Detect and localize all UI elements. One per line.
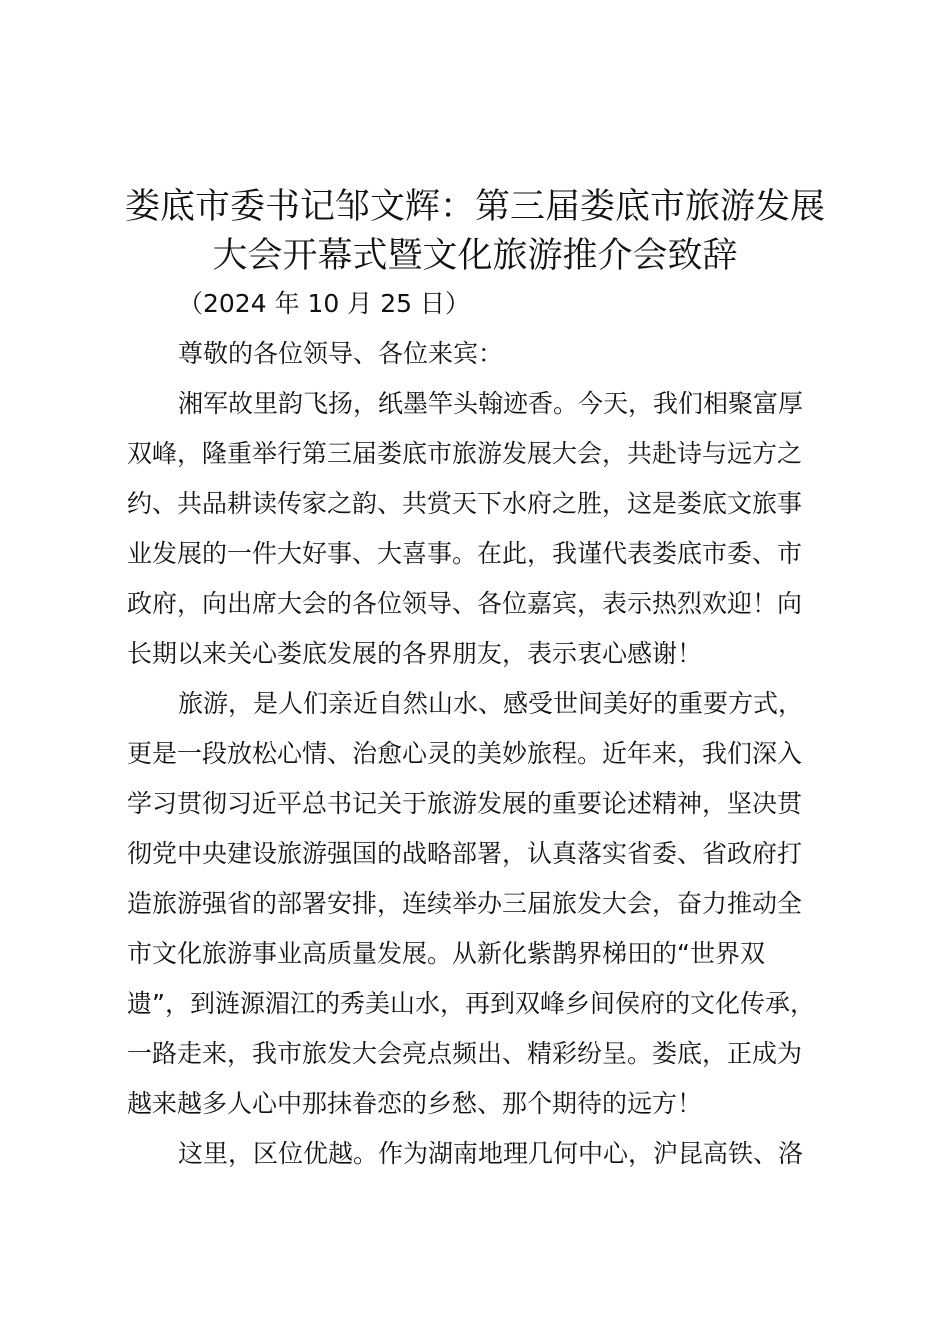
paragraph-line: 学习贯彻习近平总书记关于旅游发展的重要论述精神，坚决贯 [127,789,803,818]
paragraph-line: 约、共品耕读传家之韵、共赏天下水府之胜，这是娄底文旅事 [127,489,803,518]
paragraph-line: 业发展的一件大好事、大喜事。在此，我谨代表娄底市委、市 [127,539,803,568]
paragraph-line: 政府，向出席大会的各位领导、各位嘉宾，表示热烈欢迎！向 [127,589,803,618]
paragraph-line: 遗”，到涟源湄江的秀美山水，再到双峰乡间侯府的文化传承， [127,989,815,1018]
paragraph-line: 市文化旅游事业高质量发展。从新化紫鹊界梯田的“世界双 [127,939,765,968]
paragraph-line: 越来越多人心中那抹眷恋的乡愁、那个期待的远方！ [127,1089,703,1118]
paragraph-line: 一路走来，我市旅发大会亮点频出、精彩纷呈。娄底，正成为 [127,1039,803,1068]
document-title-line-1: 娄底市委书记邹文辉：第三届娄底市旅游发展 [124,187,825,227]
paragraph-line: 更是一段放松心情、治愈心灵的美妙旅程。近年来，我们深入 [127,739,803,768]
document-date: （2024 年 10 月 25 日） [178,289,470,318]
paragraph-line: 双峰，隆重举行第三届娄底市旅游发展大会，共赴诗与远方之 [127,439,803,468]
document-title-line-2: 大会开幕式暨文化旅游推介会致辞 [212,236,738,276]
paragraph-line: 彻党中央建设旅游强国的战略部署，认真落实省委、省政府打 [127,839,803,868]
paragraph-line: 造旅游强省的部署安排，连续举办三届旅发大会，奋力推动全 [127,889,803,918]
paragraph-line: 旅游，是人们亲近自然山水、感受世间美好的重要方式， [178,689,804,718]
paragraph-line: 这里，区位优越。作为湖南地理几何中心，沪昆高铁、洛 [178,1139,804,1168]
paragraph-line: 长期以来关心娄底发展的各界朋友，表示衷心感谢！ [127,639,703,668]
paragraph-line: 湘军故里韵飞扬，纸墨竿头翰迹香。今天，我们相聚富厚 [178,389,804,418]
greeting: 尊敬的各位领导、各位来宾： [178,339,504,368]
